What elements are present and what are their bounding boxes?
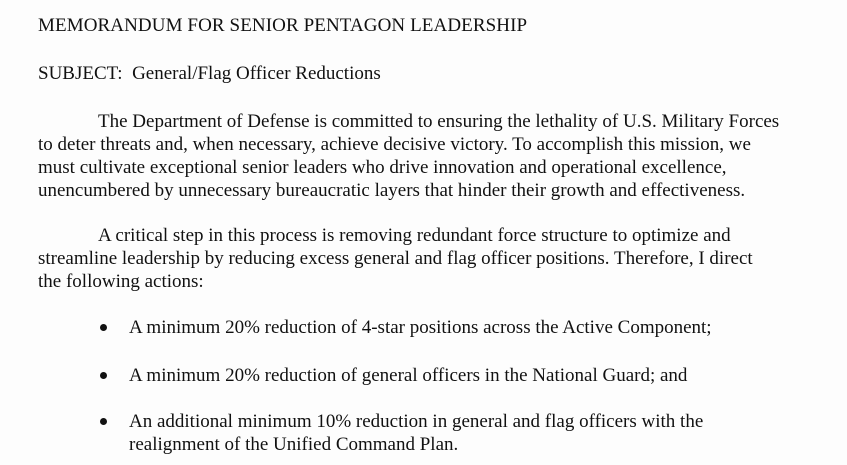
paragraph-line: the following actions: bbox=[38, 271, 204, 292]
bullet-line: A minimum 20% reduction of general officers in the National Guard; and bbox=[129, 365, 688, 386]
bullet-text bbox=[129, 410, 703, 456]
paragraph-line: unencumbered by unnecessary bureaucratic layers that hinder their growth and effectiveness. bbox=[38, 180, 746, 201]
paragraph-line: streamline leadership by reducing excess general and flag officer positions. Therefore, I direct bbox=[38, 248, 753, 269]
paragraph-line: to deter threats and, when necessary, achieve decisive victory. To accomplish this mission, we bbox=[38, 134, 751, 155]
bullet-line: A minimum 20% reduction of 4-star positions across the Active Component; bbox=[129, 317, 712, 338]
subject-line bbox=[38, 62, 381, 85]
paragraph-line: The Department of Defense is committed to ensuring the lethality of U.S. Military Forces bbox=[98, 111, 780, 132]
memo-heading: MEMORANDUM FOR SENIOR PENTAGON LEADERSHIP bbox=[38, 15, 528, 36]
paragraph-directive bbox=[38, 224, 828, 293]
paragraph-line: A critical step in this process is removing redundant force structure to optimize and bbox=[98, 225, 731, 246]
bullet-text bbox=[129, 316, 712, 339]
subject-label: SUBJECT: bbox=[38, 63, 123, 84]
bullet-line: An additional minimum 10% reduction in general and flag officers with the bbox=[129, 411, 704, 432]
subject-text: General/Flag Officer Reductions bbox=[132, 63, 381, 84]
bullet-line: realignment of the Unified Command Plan. bbox=[129, 434, 459, 455]
paragraph-lethality bbox=[38, 110, 828, 202]
paragraph-line: must cultivate exceptional senior leaders who drive innovation and operational excellence, bbox=[38, 157, 727, 178]
bullet-text bbox=[129, 364, 687, 387]
